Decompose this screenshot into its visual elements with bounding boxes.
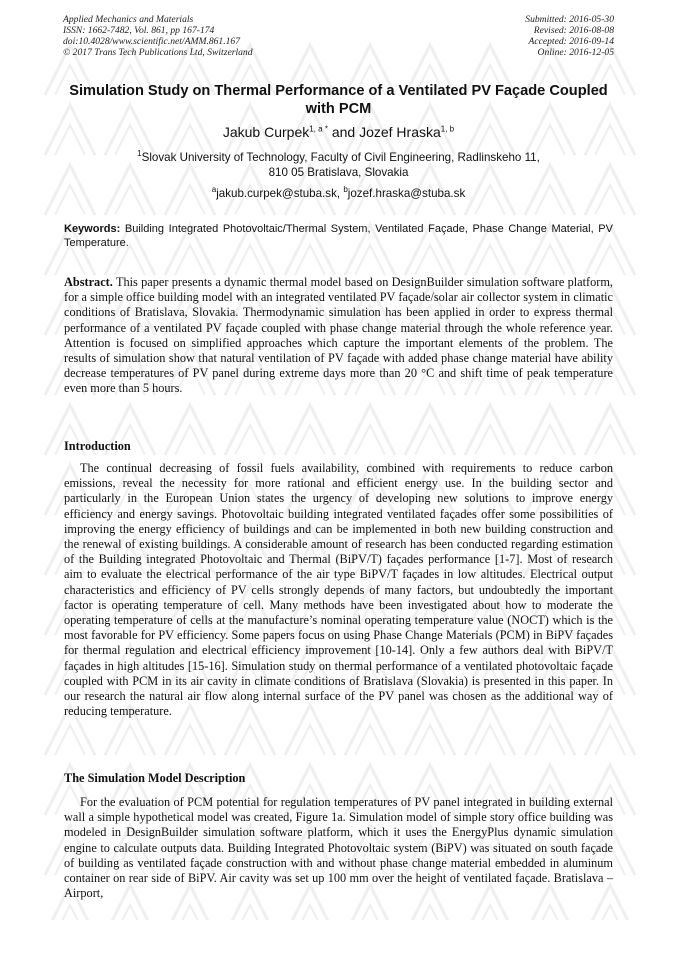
simulation-heading: The Simulation Model Description bbox=[64, 771, 246, 785]
affiliation-line-2: 810 05 Bratislava, Slovakia bbox=[268, 166, 409, 179]
paper-title: Simulation Study on Thermal Performance of a Ventilated PV Façade Coupled with PCM bbox=[69, 83, 608, 117]
date-accepted: Accepted: 2016-09-14 bbox=[528, 36, 614, 47]
author-2: Jozef Hraska bbox=[359, 124, 441, 140]
author-emails bbox=[64, 187, 613, 201]
abstract-text: This paper presents a dynamic thermal model based on DesignBuilder simulation software platform, for a simple office building model with an integrated ventilated PV façade/solar air collector system in climatic conditions of Bratislava, Slovakia. Thermodynamic simulation has been applied in order to express thermal performance of a ventilated PV façade coupled with phase change material through the whole reference year. Attention is focused on simplified approaches which capture the important elements of the problem. The results of simulation show that natural ventilation of PV façade with added phase change material have ability decrease temperatures of PV panel during extreme days more than 20 °C and shift time of peak temperature even more than 5 hours. bbox=[64, 275, 614, 396]
author-1: Jakub Curpek bbox=[222, 124, 310, 140]
journal-issn: ISSN: 1662-7482, Vol. 861, pp 167-174 bbox=[63, 25, 215, 36]
author-and: and bbox=[331, 124, 356, 140]
date-revised: Revised: 2016-08-08 bbox=[533, 25, 614, 36]
keywords-label: Keywords: bbox=[64, 223, 121, 235]
author-1-sup: 1, a * bbox=[309, 124, 328, 134]
email-a-sup: a bbox=[211, 185, 217, 195]
journal-doi: doi:10.4028/www.scientific.net/AMM.861.167 bbox=[63, 36, 241, 47]
keywords-text: Building Integrated Photovoltaic/Thermal System, Ventilated Façade, Phase Change Material, PV Temperature. bbox=[64, 223, 613, 250]
submission-dates bbox=[525, 14, 614, 58]
introduction-body bbox=[64, 461, 613, 719]
affiliation-sup: 1 bbox=[137, 149, 142, 159]
email-a: jakub.curpek@stuba.sk, bbox=[216, 187, 341, 200]
keywords bbox=[64, 222, 613, 251]
date-submitted: Submitted: 2016-05-30 bbox=[525, 14, 614, 25]
journal-copyright: © 2017 Trans Tech Publications Ltd, Switzerland bbox=[63, 47, 253, 58]
author-2-sup: 1, b bbox=[440, 124, 455, 134]
simulation-paragraph: For the evaluation of PCM potential for regulation temperatures of PV panel integrated in building external wall a simple hypothetical model was created, Figure 1a. Simulation model of simple story office building was modeled in DesignBuilder simulation software platform, which it uses the EnergyPlus dynamic simulation engine to calculate outputs data. Building Integrated Photovoltaic system (BiPV) was situated on south façade of building as ventilated façade construction with and without phase change material embedded in aluminum container on rear side of BiPV. Air cavity was set up 100 mm over the height of ventilated façade. Bratislava – Airport, bbox=[64, 795, 613, 901]
affiliation-line-1: Slovak University of Technology, Faculty of Civil Engineering, Radlinskeho 11, bbox=[141, 151, 540, 164]
affiliation bbox=[64, 150, 613, 180]
journal-info bbox=[63, 14, 253, 58]
simulation-body bbox=[64, 795, 613, 901]
date-online: Online: 2016-12-05 bbox=[537, 47, 614, 58]
author-line bbox=[64, 123, 613, 141]
introduction-paragraph: The continual decreasing of fossil fuels availability, combined with requirements to reduce carbon emissions, reveal the necessity for more rational and efficient energy use. In the building sector and particularly in the European Union states the urgency of developing new solutions to improve energy efficiency and energy savings. Photovoltaic building integrated ventilated façades offer some possibilities of improving the energy efficiency of buildings and can be implemented in both new building construction and the renewal of existing buildings. A considerable amount of research has been conducted regarding estimation of the Building integrated Photovoltaic and Thermal (BiPV/T) façades performance [1-7]. Most of research aim to evaluate the electrical performance of the air type BiPV/T façades in low altitudes. Electrical output characteristics and efficiency of PV cells strongly depends of many factors, but undoubtedly the important factor is operating temperature of cell. Many methods have been investigated about how to moderate the operating temperature of cells at the manufacture’s nominal operating temperature value (NOCT) which is the most favorable for PV efficiency. Some papers focus on using Phase Change Materials (PCM) in BiPV façades for thermal regulation and electrical efficiency improvement [10-14]. Only a few authors deal with BiPV/T façades in high altitudes [15-16]. Simulation study on thermal performance of a ventilated photovoltaic façade coupled with PCM in its air cavity in climate conditions of Bratislava (Slovakia) is presented in this paper. In our research the natural air flow along internal surface of the PV panel was chosen as the additional way of reducing temperature. bbox=[64, 461, 613, 719]
email-b: jozef.hraska@stuba.sk bbox=[347, 187, 466, 200]
journal-name: Applied Mechanics and Materials bbox=[63, 14, 194, 25]
introduction-heading: Introduction bbox=[64, 439, 131, 453]
abstract bbox=[64, 275, 613, 397]
email-b-sup: b bbox=[343, 185, 348, 195]
abstract-label: Abstract. bbox=[64, 275, 113, 289]
